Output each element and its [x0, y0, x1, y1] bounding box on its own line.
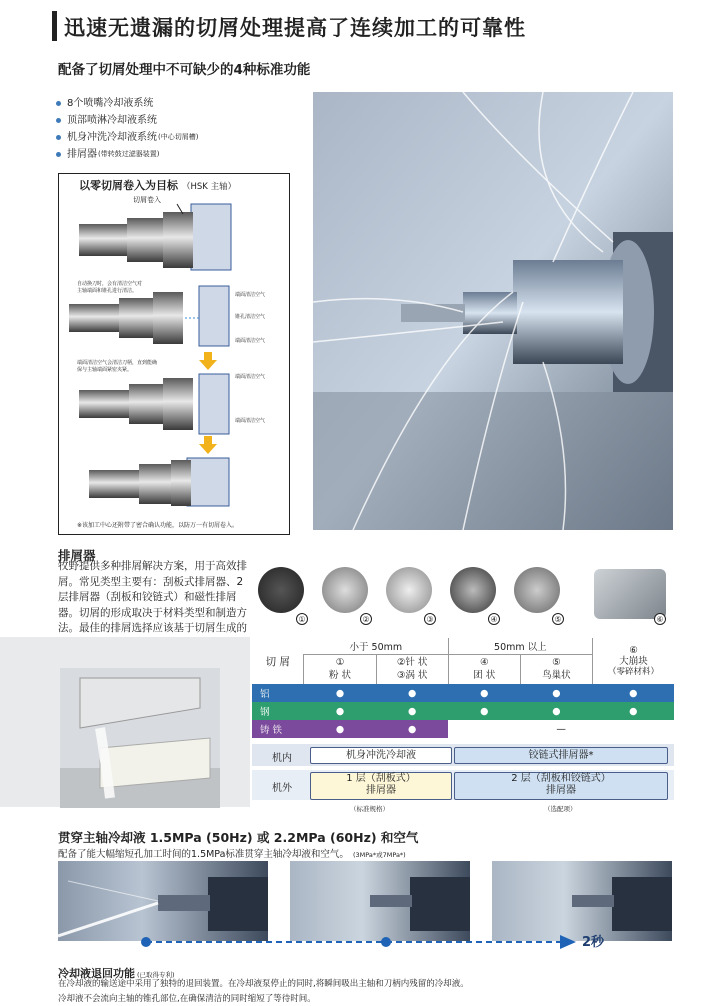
page-title: 迅速无遗漏的切屑处理提高了连续加工的可靠性 — [64, 16, 526, 40]
inner-label: 机内 — [272, 753, 292, 764]
chip-number: ④ — [488, 613, 500, 625]
feature-list — [56, 95, 198, 163]
material-row-cast-iron: 铸 铁 ● ● — — [252, 720, 674, 738]
diagram-note-1: 自动换刀时，会有清洁空气对 主轴端面和锥孔进行清洁。 — [77, 281, 143, 294]
chip-number: ① — [296, 613, 308, 625]
group-large-header: 50mm 以上 — [448, 638, 592, 654]
chip-image-clump — [450, 567, 496, 613]
chip-types-row — [258, 565, 678, 627]
chip-image-block — [594, 569, 666, 619]
conveyor-options — [252, 744, 674, 824]
row-header: 切 屑 — [265, 655, 290, 668]
coolant-sequence-photo-2 — [290, 861, 470, 941]
diagram-note-2: 端面清洁空气会清洁刀柄，直到能确 保与主轴端面紧密夹紧。 — [77, 360, 158, 373]
feature-text: 8个喷嘴冷却液系统 — [67, 98, 154, 109]
chip-conveyor-photo — [60, 668, 220, 808]
diagram-label: 锥孔清洁空气 — [235, 314, 266, 320]
time-label: 2秒 — [582, 935, 605, 950]
chip-number: ③ — [424, 613, 436, 625]
col-header: ④ 团 状 — [448, 654, 520, 684]
diagram-label: 端面清洁空气 — [235, 292, 266, 298]
diagram-label: 端面清洁空气 — [235, 374, 266, 380]
feature-item — [56, 112, 198, 129]
col-header: ⑤ 鸟巢状 — [520, 654, 592, 684]
feature-text: 排屑器 — [67, 149, 97, 160]
bullet-icon — [56, 152, 61, 157]
chip-conveyor-table — [252, 638, 674, 824]
retract-line-2: 冷却液不会流向主轴的锥孔部位,在确保清洁的同时缩短了等待时间。 — [58, 994, 316, 1004]
chip-number: ⑤ — [552, 613, 564, 625]
chip-image-curl — [386, 567, 432, 613]
timeline-arrow — [140, 932, 600, 952]
outer-standard-option: 1 层（刮板式） 排屑器 — [310, 772, 452, 800]
diagram-label: 端面清洁空气 — [235, 338, 266, 344]
diagram-footnote: ※该加工中心还附带了密合确认功能，以防万一有切屑卷入。 — [77, 522, 239, 529]
feature-text: 顶部喷淋冷却液系统 — [67, 115, 157, 126]
chip-number: ② — [360, 613, 372, 625]
col-large-block: ⑥ 大崩块 （零碎材料） — [592, 638, 674, 684]
bullet-icon — [56, 118, 61, 123]
chip-image-needle — [322, 567, 368, 613]
feature-item — [56, 95, 198, 112]
col-header: ②针 状 ③涡 状 — [376, 654, 448, 684]
group-small-header: 小于 50mm — [304, 638, 448, 654]
title-bar-accent — [52, 11, 57, 41]
retract-line-1: 在冷却液的输送途中采用了独特的退回装置。在冷却液泵停止的同时,将瞬间吸出主轴和刀柄内残留的冷却液。 — [58, 979, 469, 989]
page-subtitle: 配备了切屑处理中不可缺少的4种标准功能 — [58, 62, 311, 78]
hsk-spindle-diagram — [58, 173, 290, 535]
feature-note: (带转鼓过滤器装置) — [98, 150, 160, 158]
chip-image-powder — [258, 567, 304, 613]
inner-optional-option: 铰链式排屑器* — [454, 747, 668, 764]
conveyor-body: 牧野提供多种排屑解决方案，用于高效排屑。常见类型主要有：刮板式排屑器、2层排屑器（刮板和铰链式）和磁性排屑器。切屑的形成取决于材料类型和制造方法。最佳的排屑选择应该基于切屑生成的 — [58, 560, 247, 635]
bullet-icon — [56, 135, 61, 140]
feature-text: 机身冲洗冷却液系统 — [67, 132, 157, 143]
feature-item — [56, 129, 198, 146]
spindle-illustration — [59, 174, 289, 534]
coolant-sequence-photo-1 — [58, 861, 268, 941]
col-header: ① 粉 状 — [304, 654, 376, 684]
bullet-icon — [56, 101, 61, 106]
material-row-aluminum: 铝 ● ● ● ● ● — [252, 684, 674, 702]
diagram-title: 以零切屑卷入为目标 （HSK 主轴） — [79, 179, 237, 192]
feature-note: (中心切屑槽) — [158, 133, 199, 141]
inner-standard-option: 机身冲洗冷却液 — [310, 747, 452, 764]
standard-note: （标准规格） — [350, 805, 389, 813]
chip-number: ⑥ — [654, 613, 666, 625]
conveyor-heading: 排屑器 — [58, 548, 96, 563]
outer-label: 机外 — [272, 783, 292, 794]
chip-image-nest — [514, 567, 560, 613]
coolant-spray-photo — [313, 92, 673, 530]
through-coolant-body: 配备了能大幅缩短孔加工时间的1.5MPa标准贯穿主轴冷却液和空气。 (3MPa*或7MPa*) — [58, 849, 406, 860]
coolant-sequence-photo-3 — [492, 861, 672, 941]
retract-heading: 冷却液退回功能 (已取得专利) — [58, 967, 175, 980]
through-coolant-heading: 贯穿主轴冷却液 1.5MPa (50Hz) 或 2.2MPa (60Hz) 和空气 — [58, 830, 419, 845]
outer-optional-option: 2 层（刮板和铰链式） 排屑器 — [454, 772, 668, 800]
feature-item — [56, 146, 198, 163]
optional-note: （选配项） — [544, 805, 577, 813]
diagram-label-chip: 切屑卷入 — [133, 196, 161, 204]
diagram-label: 端面清洁空气 — [235, 418, 266, 424]
material-row-steel: 钢 ● ● ● ● ● — [252, 702, 674, 720]
